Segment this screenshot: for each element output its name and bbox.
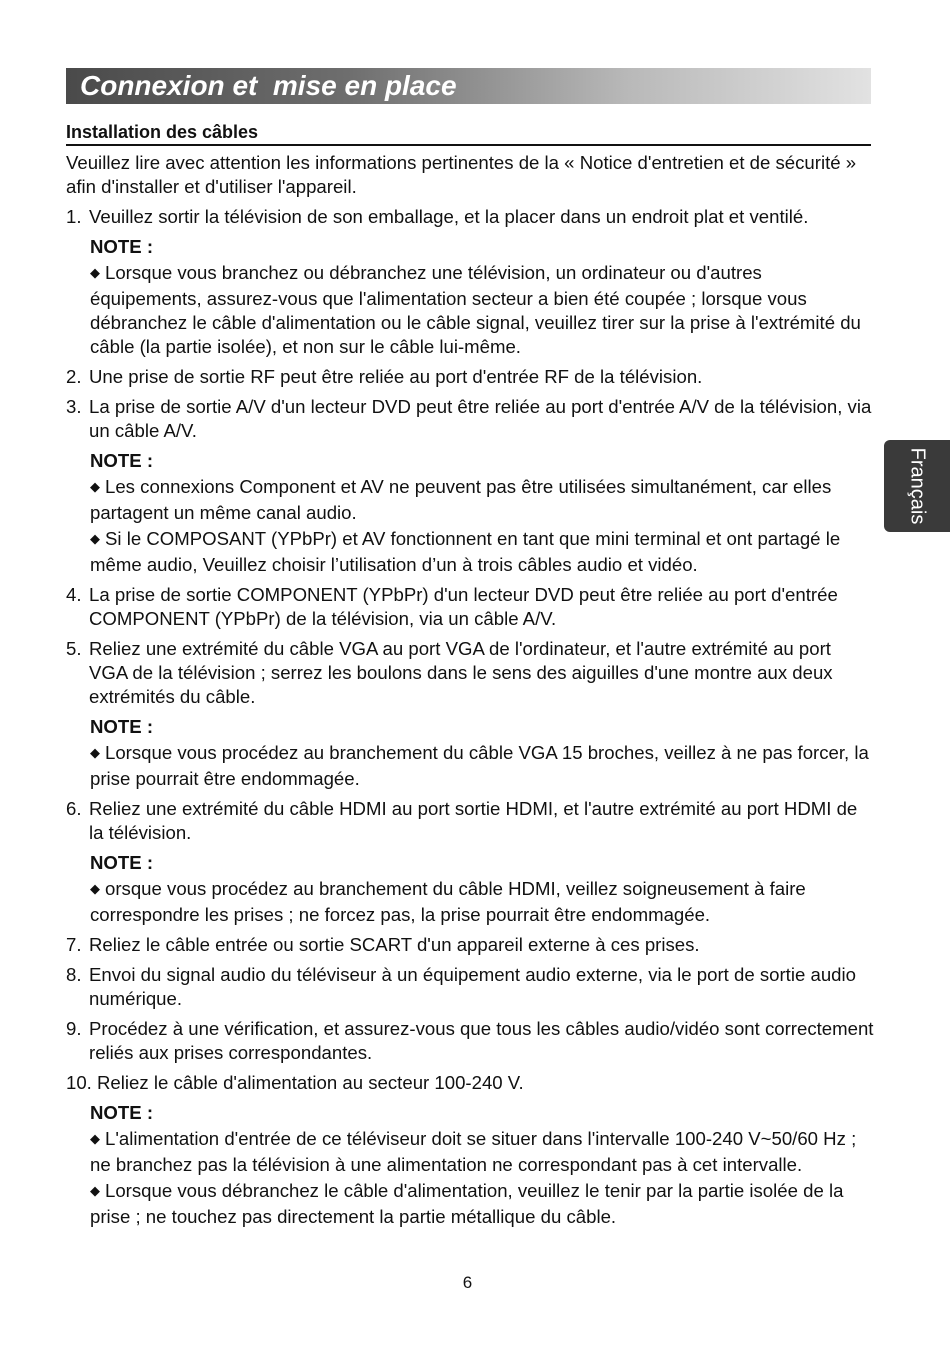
step-number: 5. xyxy=(66,638,82,659)
language-side-tab xyxy=(884,440,950,532)
step-text: Une prise de sortie RF peut être reliée au port d'entrée RF de la télévision. xyxy=(89,366,703,387)
note-label: NOTE : xyxy=(90,1102,154,1123)
step-3 xyxy=(66,395,874,443)
step-5 xyxy=(66,637,874,709)
page-title: Connexion et mise en place xyxy=(80,70,457,101)
note-label: NOTE : xyxy=(90,852,154,873)
note-bullet: ◆ Lorsque vous procédez au branchement du câble VGA 15 broches, veillez à ne pas forcer, la prise pourrait être endommagée. xyxy=(90,742,869,789)
note-bullet: ◆ Lorsque vous branchez ou débranchez une télévision, un ordinateur ou d'autres équipements, assurez-vous que l'alimentation secteur a bien été coupée ; lorsque vous débranchez le câble d'alimentation ou le câble signal, veuillez tirer sur la prise à l'extrémité du câble (la partie isolée), et non sur le câble lui-même. xyxy=(90,262,861,357)
step-text: Reliez une extrémité du câble VGA au port VGA de l'ordinateur, et l'autre extrémité au port VGA de la télévision ; serrez les boulons dans le sens des aiguilles d'une montre aux deux extrémités du câble. xyxy=(89,638,833,707)
step-10 xyxy=(66,1071,874,1095)
step-text: Procédez à une vérification, et assurez-vous que tous les câbles audio/vidéo sont correctement reliés aux prises correspondantes. xyxy=(89,1018,874,1063)
note-step-6 xyxy=(66,851,874,927)
step-9 xyxy=(66,1017,874,1065)
note-bullet: ◆ Les connexions Component et AV ne peuvent pas être utilisées simultanément, car elles partagent un même canal audio. xyxy=(90,476,832,523)
diamond-bullet-icon: ◆ xyxy=(90,1183,100,1198)
step-number: 10. xyxy=(66,1072,92,1093)
note-bullet: ◆ Si le COMPOSANT (YPbPr) et AV fonctionnent en tant que mini terminal et ont partagé le même audio, Veuillez choisir l’utilisation d’un à trois câbles audio et vidéo. xyxy=(90,528,841,575)
step-text: La prise de sortie A/V d'un lecteur DVD peut être reliée au port d'entrée A/V de la télévision, via un câble A/V. xyxy=(89,396,872,441)
step-text: La prise de sortie COMPONENT (YPbPr) d'un lecteur DVD peut être reliée au port d'entrée COMPONENT (YPbPr) de la télévision, via un câble A/V. xyxy=(89,584,838,629)
step-text: Veuillez sortir la télévision de son emballage, et la placer dans un endroit plat et ventilé. xyxy=(89,206,809,227)
note-step-5 xyxy=(66,715,874,791)
section-heading: Installation des câbles xyxy=(66,121,871,146)
instructions-content xyxy=(66,151,874,1235)
diamond-bullet-icon: ◆ xyxy=(90,745,100,760)
step-number: 4. xyxy=(66,584,82,605)
note-bullet: ◆ L'alimentation d'entrée de ce téléviseur doit se situer dans l'intervalle 100-240 V~50/60 Hz ; ne branchez pas la télévision à une alimentation ne correspondant pas à cet intervalle. xyxy=(90,1128,857,1175)
step-text: Reliez une extrémité du câble HDMI au port sortie HDMI, et l'autre extrémité au port HDMI de la télévision. xyxy=(89,798,858,843)
step-number: 9. xyxy=(66,1018,82,1039)
note-bullet: ◆ Lorsque vous débranchez le câble d'alimentation, veuillez le tenir par la partie isolée de la prise ; ne touchez pas directement la partie métallique du câble. xyxy=(90,1180,844,1227)
step-6 xyxy=(66,797,874,845)
step-number: 8. xyxy=(66,964,82,985)
note-label: NOTE : xyxy=(90,450,154,471)
note-label: NOTE : xyxy=(90,236,154,257)
language-label: Français xyxy=(906,447,929,525)
note-step-10 xyxy=(66,1101,874,1229)
step-number: 1. xyxy=(66,206,82,227)
step-text: Reliez le câble d'alimentation au secteur 100-240 V. xyxy=(97,1072,524,1093)
step-4 xyxy=(66,583,874,631)
diamond-bullet-icon: ◆ xyxy=(90,265,100,280)
step-8 xyxy=(66,963,874,1011)
note-step-3 xyxy=(66,449,874,577)
note-label: NOTE : xyxy=(90,716,154,737)
step-text: Reliez le câble entrée ou sortie SCART d'un appareil externe à ces prises. xyxy=(89,934,700,955)
note-bullet: ◆ orsque vous procédez au branchement du câble HDMI, veillez soigneusement à faire correspondre les prises ; ne forcez pas, la prise pourrait être endommagée. xyxy=(90,878,806,925)
step-7 xyxy=(66,933,874,957)
step-1 xyxy=(66,205,874,229)
intro-paragraph: Veuillez lire avec attention les informations pertinentes de la « Notice d'entretien et de sécurité » afin d'installer et d'utiliser l'appareil. xyxy=(66,152,857,197)
step-number: 2. xyxy=(66,366,82,387)
diamond-bullet-icon: ◆ xyxy=(90,1131,100,1146)
step-number: 6. xyxy=(66,798,82,819)
diamond-bullet-icon: ◆ xyxy=(90,479,100,494)
title-banner xyxy=(66,68,871,104)
step-2 xyxy=(66,365,874,389)
step-number: 7. xyxy=(66,934,82,955)
page-number: 6 xyxy=(462,1273,473,1292)
diamond-bullet-icon: ◆ xyxy=(90,881,100,896)
diamond-bullet-icon: ◆ xyxy=(90,531,100,546)
step-text: Envoi du signal audio du téléviseur à un équipement audio externe, via le port de sortie audio numérique. xyxy=(89,964,856,1009)
step-number: 3. xyxy=(66,396,82,417)
note-step-1 xyxy=(66,235,874,359)
